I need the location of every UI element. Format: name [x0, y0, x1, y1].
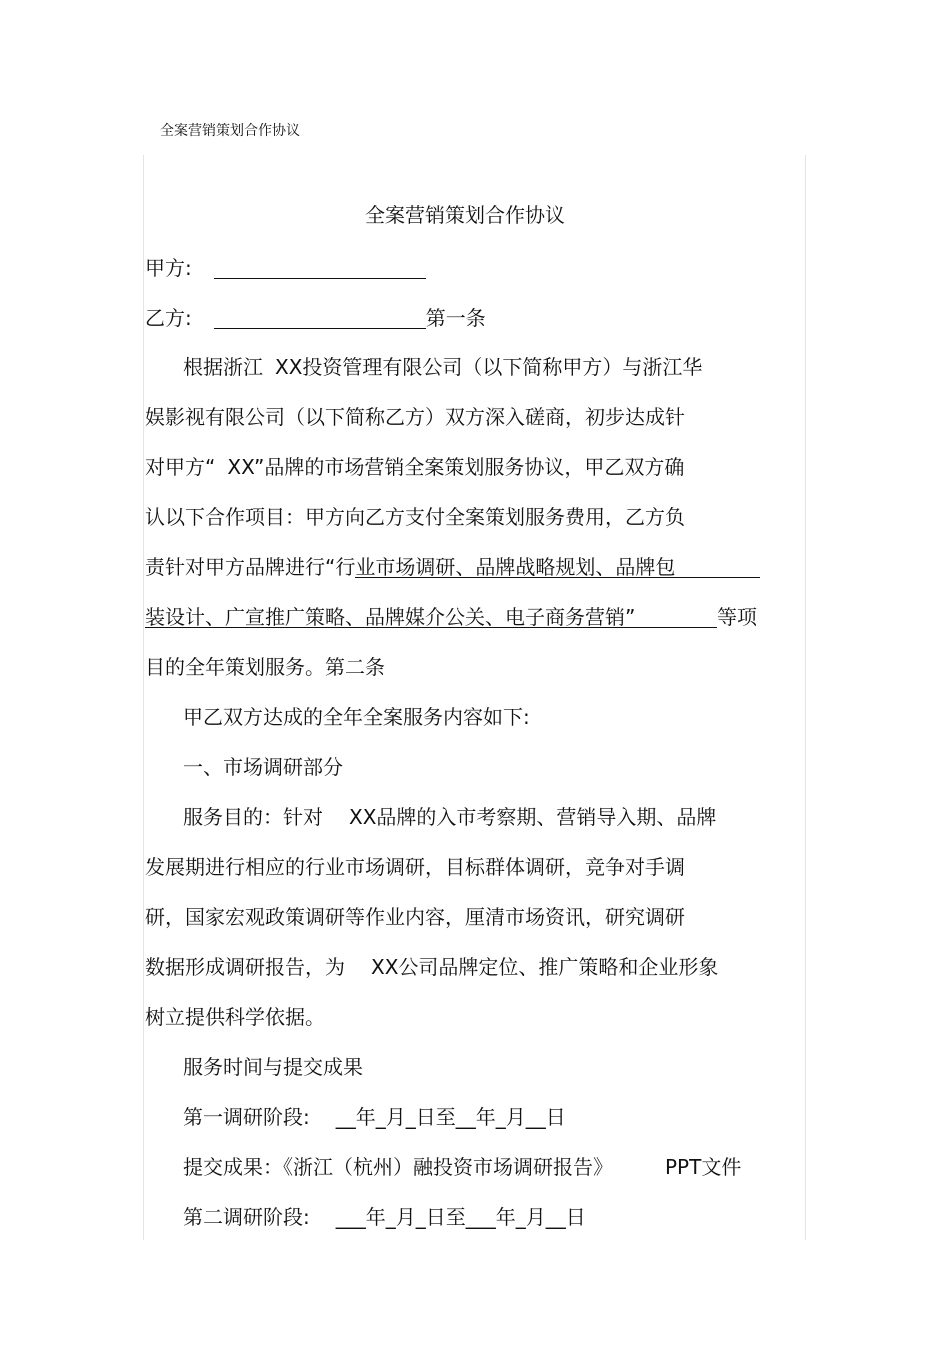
paragraph-line	[145, 457, 684, 477]
party-a-line	[145, 258, 426, 279]
paragraph-line	[145, 607, 757, 628]
document-title: 全案营销策划合作协议	[365, 203, 565, 227]
deliverable-label: 提交成果：《浙江（杭州）融投资市场调研报告》	[183, 1155, 613, 1179]
section-heading: 一、市场调研部分	[183, 755, 343, 779]
text-run: 服务目的：针对	[183, 805, 323, 829]
stage-two-label: 第二调研阶段:	[183, 1205, 310, 1229]
paragraph-line: 娱影视有限公司（以下简称乙方）双方深入磋商，初步达成针	[145, 405, 685, 429]
text-run: 对甲方“	[145, 455, 216, 479]
party-b-blank	[214, 308, 426, 329]
stage-one-line	[183, 1107, 566, 1127]
paragraph-line	[145, 957, 718, 977]
article-one-heading: 第一条	[425, 306, 486, 330]
text-run: 品牌的市场营销全案策划服务协议，甲乙双方确	[264, 455, 685, 479]
page-header-title: 全案营销策划合作协议	[160, 123, 300, 139]
text-run: 等项	[717, 605, 757, 629]
paragraph-line	[183, 357, 702, 377]
text-run: XX投资管理有限公司（以下简称甲方）与浙江华	[275, 355, 703, 379]
party-a-blank	[214, 258, 426, 279]
text-run: 数据形成调研报告，为	[145, 955, 345, 979]
underlined-text: 业市场调研、品牌战略规划、品牌包	[355, 557, 760, 578]
right-margin-rule	[805, 155, 806, 1240]
paragraph-line: 发展期进行相应的行业市场调研，目标群体调研，竞争对手调	[145, 855, 685, 879]
deliverable-format: PPT文件	[665, 1155, 742, 1179]
paragraph-line: 认以下合作项目：甲方向乙方支付全案策划服务费用，乙方负	[145, 505, 685, 529]
left-margin-rule	[143, 155, 144, 1240]
paragraph-line: 研，国家宏观政策调研等作业内容，厘清市场资讯，研究调研	[145, 905, 685, 929]
text-run: 根据浙江	[183, 355, 263, 379]
text-run: XX品牌的入市考察期、营销导入期、品牌	[349, 805, 717, 829]
paragraph-line: 树立提供科学依据。	[145, 1005, 325, 1029]
stage-one-date: __年_月_日至__年_月__日	[335, 1105, 566, 1129]
party-b-label: 乙方:	[145, 306, 192, 330]
paragraph-line	[183, 807, 716, 827]
paragraph-line: 目的全年策划服务。第二条	[145, 655, 385, 679]
deliverable-line	[183, 1157, 741, 1177]
text-run: 责针对甲方品牌进行“行	[145, 555, 356, 579]
text-run: XX公司品牌定位、推广策略和企业形象	[371, 955, 719, 979]
stage-two-date: ___年_月_日至___年_月__日	[335, 1205, 586, 1229]
party-a-label: 甲方:	[145, 256, 192, 280]
paragraph-line: 甲乙双方达成的全年全案服务内容如下:	[183, 705, 530, 729]
paragraph-line	[145, 557, 760, 578]
paragraph-line: 服务时间与提交成果	[183, 1055, 363, 1079]
text-run: XX”	[227, 455, 265, 479]
underlined-text: 装设计、广宣推广策略、品牌媒介公关、电子商务营销”	[145, 607, 717, 628]
stage-two-line	[183, 1207, 586, 1227]
stage-one-label: 第一调研阶段:	[183, 1105, 310, 1129]
party-b-line	[145, 308, 486, 329]
